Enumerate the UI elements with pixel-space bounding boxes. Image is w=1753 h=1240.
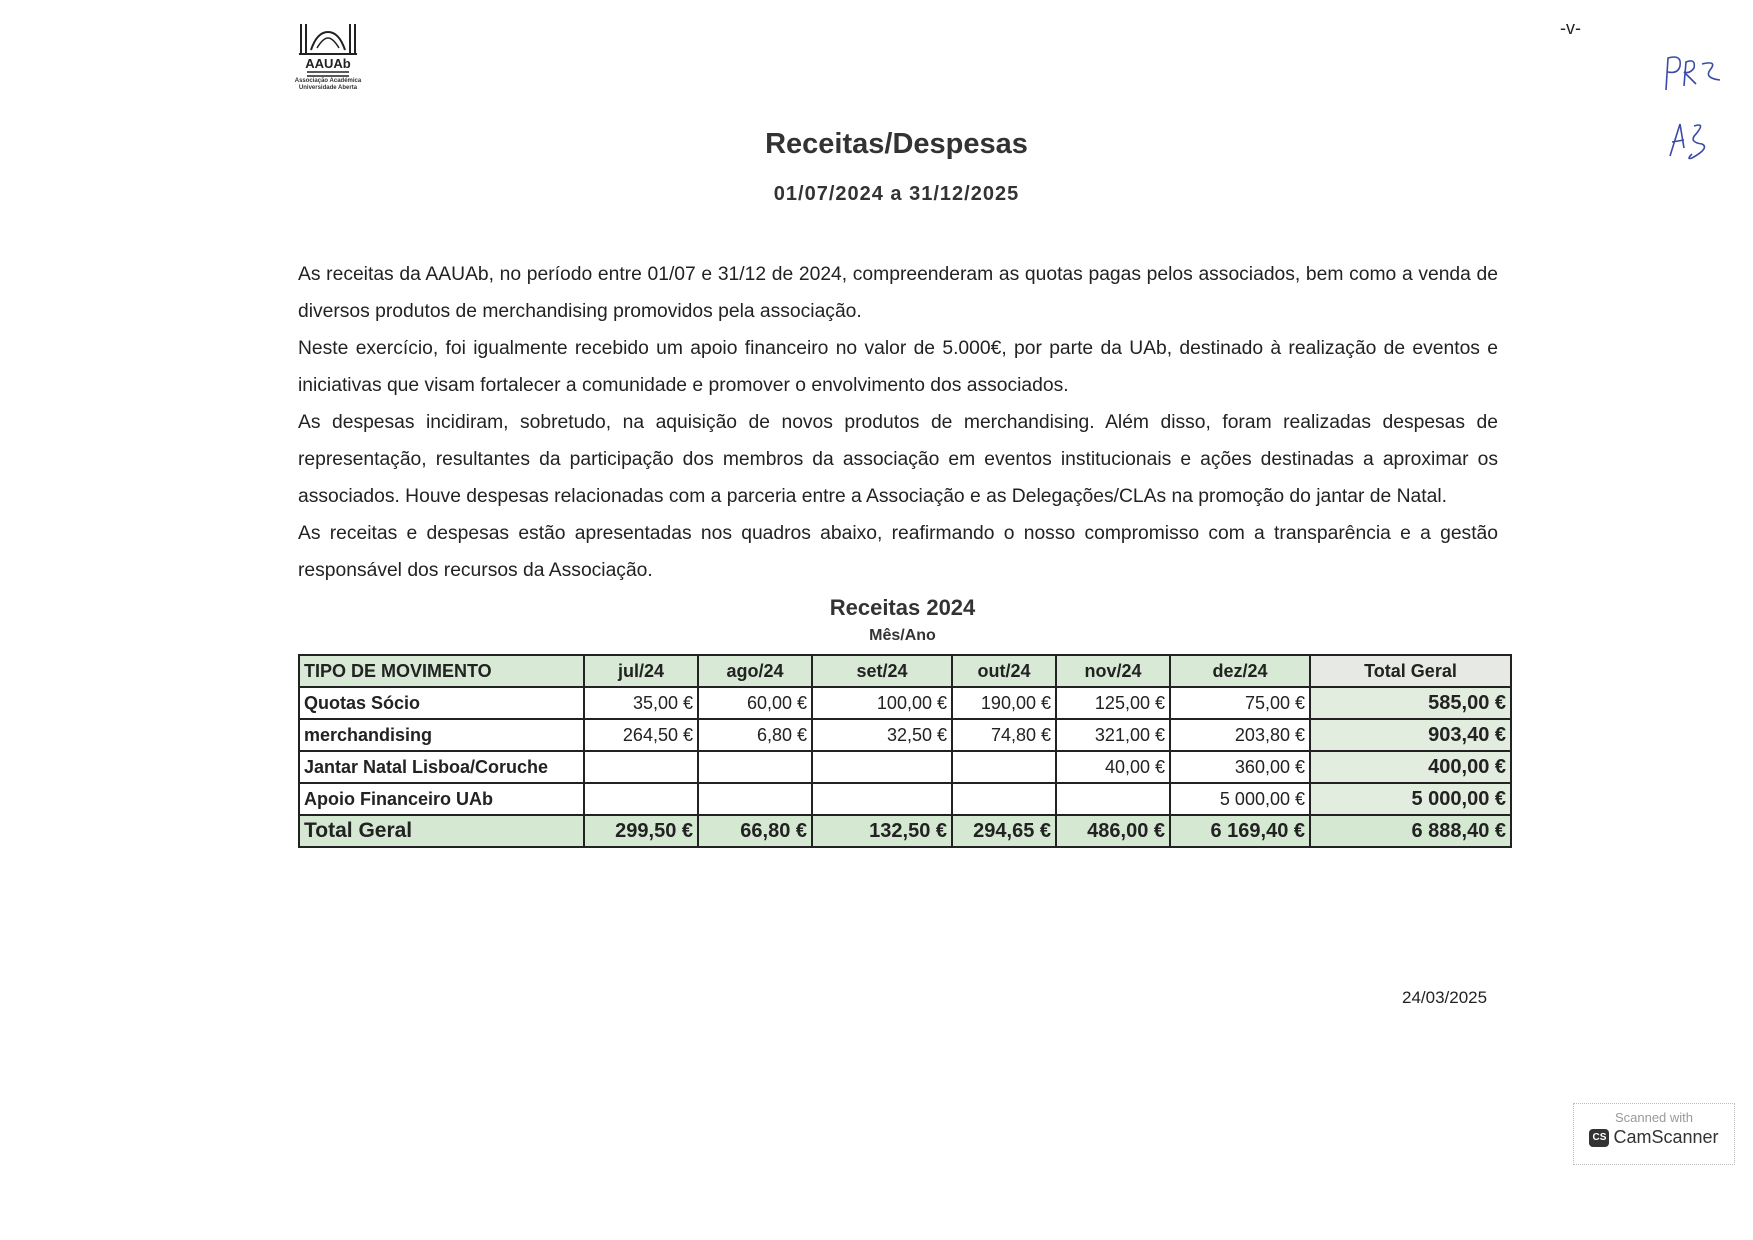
row-total: 903,40 € [1310, 719, 1511, 751]
table-cell: 203,80 € [1170, 719, 1310, 751]
table-subtitle: Mês/Ano [869, 627, 936, 644]
table-cell [698, 783, 812, 815]
table-row [299, 687, 1511, 719]
page-title: Receitas/Despesas [765, 128, 1028, 160]
table-cell [584, 751, 698, 783]
grand-total: 6 888,40 € [1310, 815, 1511, 847]
handwritten-initials-1 [1660, 50, 1730, 100]
logo [278, 20, 378, 92]
table-cell: 60,00 € [698, 687, 812, 719]
row-label: Jantar Natal Lisboa/Coruche [299, 751, 584, 783]
logo-building-icon [297, 20, 359, 78]
column-header: out/24 [952, 655, 1056, 687]
revenue-table [298, 654, 1512, 848]
row-label: Quotas Sócio [299, 687, 584, 719]
table-cell: 486,00 € [1056, 815, 1170, 847]
paragraph: Neste exercício, foi igualmente recebido um apoio financeiro no valor de 5.000€, por parte da UAb, destinado à realização de eventos e iniciativas que visam fortalecer a comunidade e promover o envolvimento dos associados. [298, 338, 1498, 396]
table-cell: 360,00 € [1170, 751, 1310, 783]
table-cell: 32,50 € [812, 719, 952, 751]
column-header: nov/24 [1056, 655, 1170, 687]
table-cell: 264,50 € [584, 719, 698, 751]
row-label: Apoio Financeiro UAb [299, 783, 584, 815]
table-cell [812, 783, 952, 815]
table-row [299, 751, 1511, 783]
grand-total-row [299, 815, 1511, 847]
table-cell [584, 783, 698, 815]
table-cell: 5 000,00 € [1170, 783, 1310, 815]
table-cell: 100,00 € [812, 687, 952, 719]
table-cell [1056, 783, 1170, 815]
column-header: ago/24 [698, 655, 812, 687]
table-cell: 294,65 € [952, 815, 1056, 847]
logo-text: AAUAb [305, 56, 351, 71]
table-cell: 132,50 € [812, 815, 952, 847]
table-cell: 40,00 € [1056, 751, 1170, 783]
table-header-row [299, 655, 1511, 687]
table-cell: 6,80 € [698, 719, 812, 751]
table-cell: 125,00 € [1056, 687, 1170, 719]
logo-subtitle-1: Associação Académica [294, 78, 362, 84]
row-label: merchandising [299, 719, 584, 751]
body-text [298, 256, 1498, 589]
table-cell: 321,00 € [1056, 719, 1170, 751]
logo-subtitle-2: Universidade Aberta [298, 85, 358, 91]
table-title: Receitas 2024 [829, 595, 976, 620]
column-header: dez/24 [1170, 655, 1310, 687]
period-subtitle: 01/07/2024 a 31/12/2025 [773, 183, 1020, 205]
document-date: 24/03/2025 [1402, 988, 1488, 1007]
table-cell [698, 751, 812, 783]
table-cell: 35,00 € [584, 687, 698, 719]
paragraph: As receitas e despesas estão apresentadas nos quadros abaixo, reafirmando o nosso compromisso com a transparência e a gestão responsável dos recursos da Associação. [298, 523, 1498, 581]
table-cell: 75,00 € [1170, 687, 1310, 719]
paragraph: As receitas da AAUAb, no período entre 01/07 e 31/12 de 2024, compreenderam as quotas pagas pelos associados, bem como a venda de diversos produtos de merchandising promovidos pela associação. [298, 264, 1498, 322]
row-total: 400,00 € [1310, 751, 1511, 783]
table-cell: 190,00 € [952, 687, 1056, 719]
column-header: TIPO DE MOVIMENTO [299, 655, 584, 687]
table-row [299, 719, 1511, 751]
table-cell [952, 751, 1056, 783]
table-cell: 6 169,40 € [1170, 815, 1310, 847]
table-cell: 74,80 € [952, 719, 1056, 751]
paragraph: As despesas incidiram, sobretudo, na aquisição de novos produtos de merchandising. Além disso, foram realizadas despesas de representação, resultantes da participação dos membros da associação em eventos institucionais e ações destinadas a aproximar os associados. Houve despesas relacionadas com a parceria entre a Associação e as Delegações/CLAs na promoção do jantar de Natal. [298, 412, 1498, 507]
table-cell: 66,80 € [698, 815, 812, 847]
watermark-line-2: CamScanner [1613, 1127, 1719, 1147]
camscanner-watermark [1573, 1103, 1735, 1165]
camscanner-icon: CS [1589, 1129, 1609, 1147]
watermark-line-1: Scanned with [1614, 1110, 1694, 1125]
row-total: 585,00 € [1310, 687, 1511, 719]
table-row [299, 783, 1511, 815]
column-header: Total Geral [1310, 655, 1511, 687]
column-header: jul/24 [584, 655, 698, 687]
table-cell [812, 751, 952, 783]
row-total: 5 000,00 € [1310, 783, 1511, 815]
corner-mark: -v- [1560, 18, 1581, 38]
column-header: set/24 [812, 655, 952, 687]
row-label: Total Geral [299, 815, 584, 847]
table-cell [952, 783, 1056, 815]
table-cell: 299,50 € [584, 815, 698, 847]
